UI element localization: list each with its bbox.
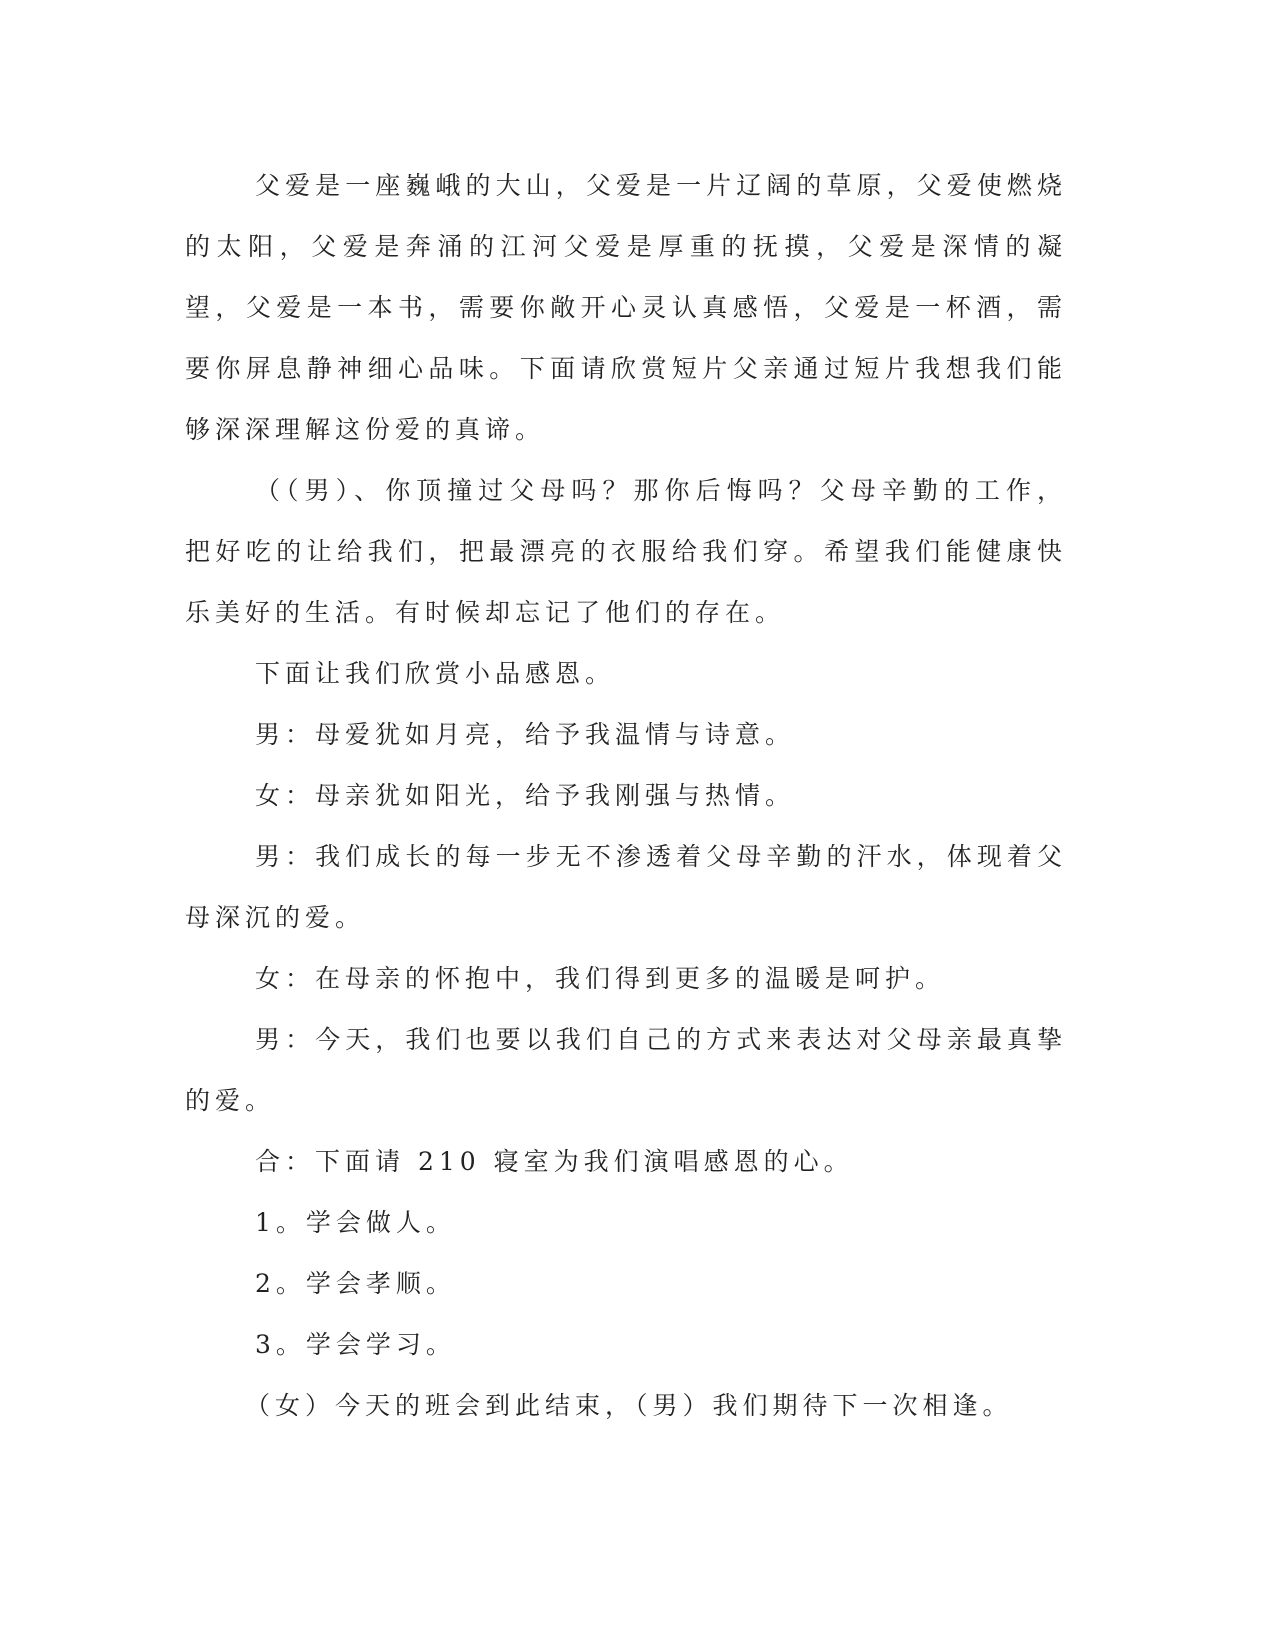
document-body [185,155,1067,1436]
paragraph-male-line-3: 男：今天，我们也要以我们自己的方式来表达对父母亲最真挚的爱。 [185,1025,1067,1115]
paragraph-male-line-1: 男：母爱犹如月亮，给予我温情与诗意。 [255,720,796,749]
list-item-1: 1。学会做人。 [255,1208,456,1237]
list-item-2: 2。学会孝顺。 [255,1269,456,1298]
paragraph-female-line-2: 女：在母亲的怀抱中，我们得到更多的温暖是呵护。 [255,964,946,993]
list-item-3: 3。学会学习。 [255,1330,456,1359]
paragraph-female-line-1: 女：母亲犹如阳光，给予我刚强与热情。 [255,781,796,810]
paragraph-skit-intro: 下面让我们欣赏小品感恩。 [255,659,616,688]
paragraph-ask-parents: （（男）、你顶撞过父母吗？那你后悔吗？父母辛勤的工作，把好吃的让给我们，把最漂亮的衣服给我们穿。希望我们能健康快乐美好的生活。有时候却忘记了他们的存在。 [185,476,1067,627]
paragraph-together-line: 合：下面请 210 寝室为我们演唱感恩的心。 [255,1147,854,1176]
paragraph-closing: （女）今天的班会到此结束，（男）我们期待下一次相逢。 [245,1391,1013,1420]
paragraph-male-line-2: 男：我们成长的每一步无不渗透着父母辛勤的汗水，体现着父母深沉的爱。 [185,842,1067,932]
paragraph-father-love: 父爱是一座巍峨的大山，父爱是一片辽阔的草原，父爱使燃烧的太阳，父爱是奔涌的江河父爱是厚重的抚摸，父爱是深情的凝望，父爱是一本书，需要你敞开心灵认真感悟，父爱是一杯酒，需要你屏息静神细心品味。下面请欣赏短片父亲通过短片我想我们能够深深理解这份爱的真谛。 [185,171,1067,444]
